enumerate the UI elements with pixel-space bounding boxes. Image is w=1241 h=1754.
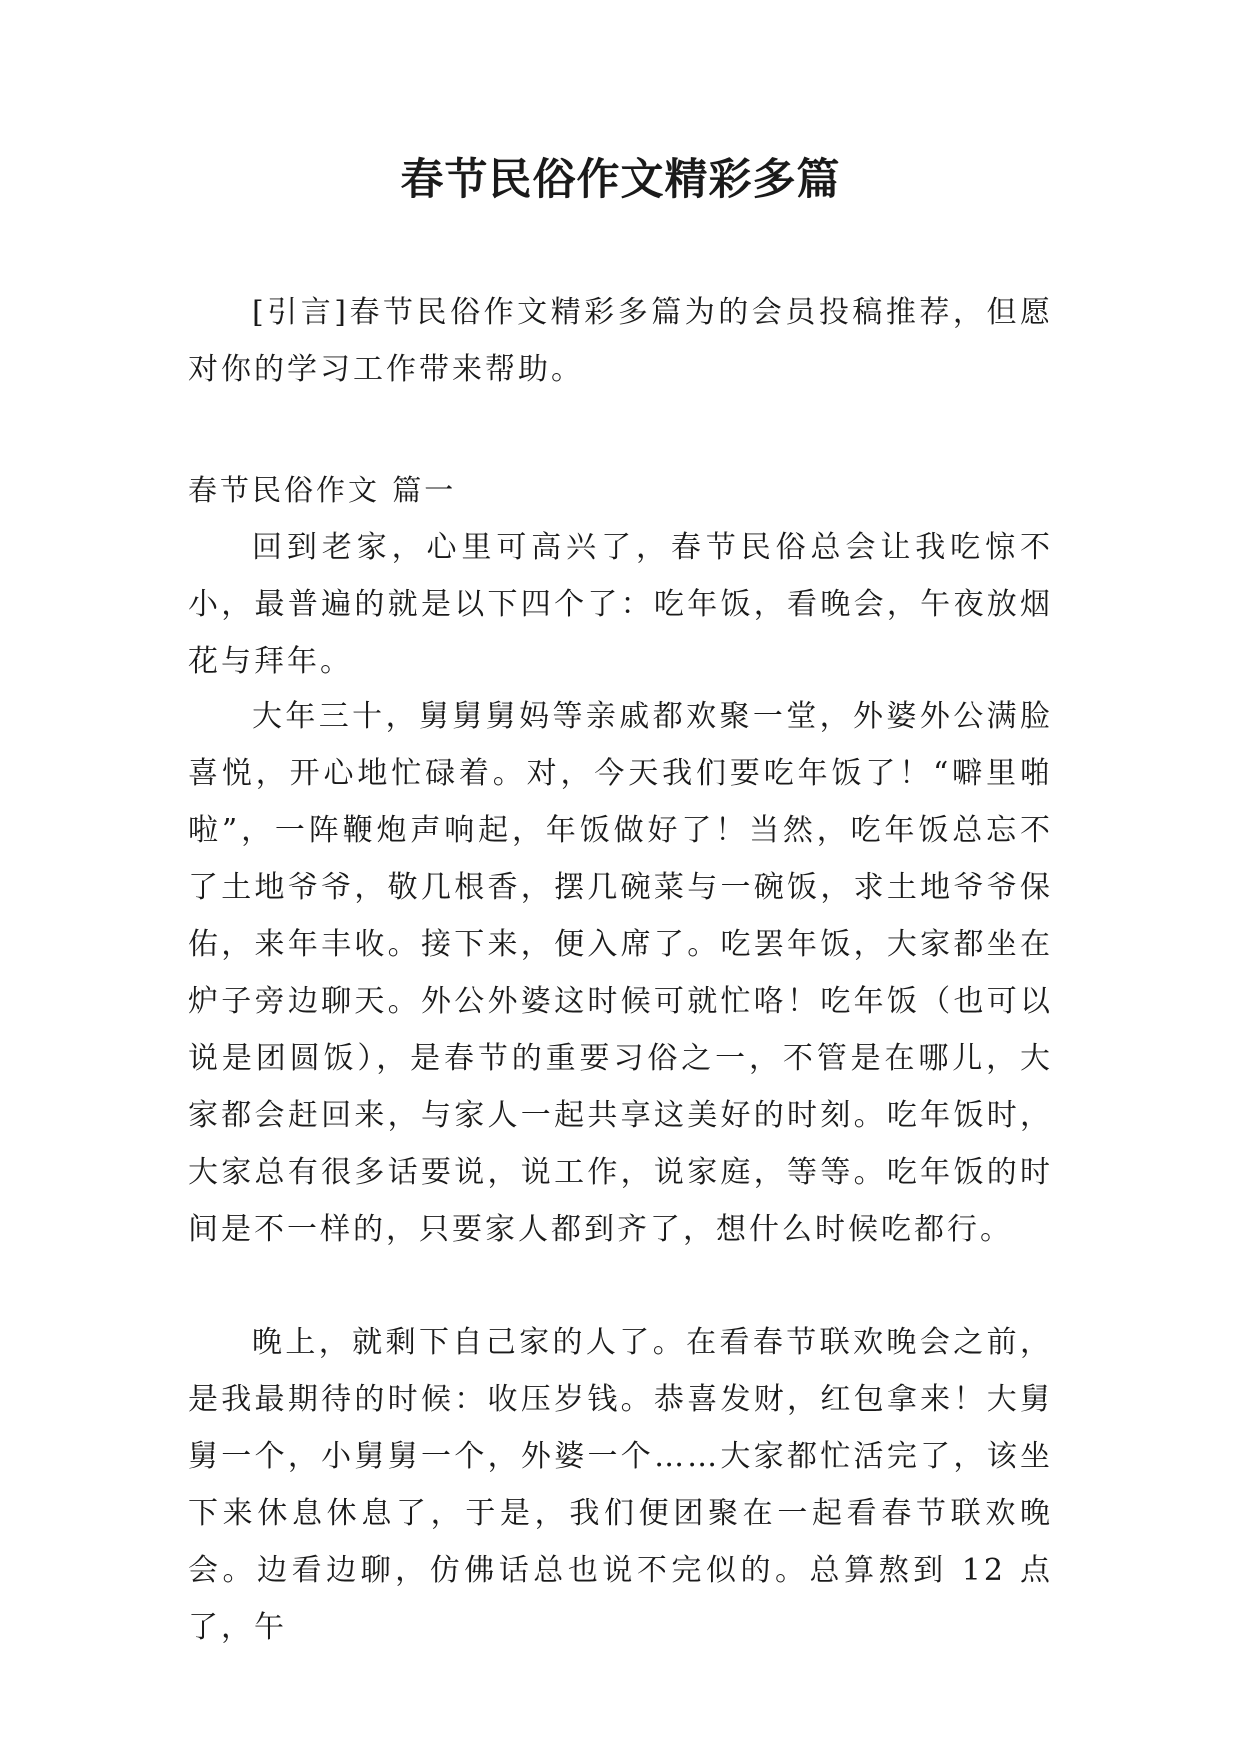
intro-paragraph: [引言]春节民俗作文精彩多篇为的会员投稿推荐，但愿对你的学习工作带来帮助。 bbox=[188, 295, 1053, 387]
body-paragraph: 大年三十，舅舅舅妈等亲戚都欢聚一堂，外婆外公满脸喜悦，开心地忙碌着。对，今天我们要吃年饭了！“噼里啪啦”，一阵鞭炮声响起，年饭做好了！当然，吃年饭总忘不了土地爷爷，敬几根香，摆几碗菜与一碗饭，求土地爷爷保佑，来年丰收。接下来，便入席了。吃罢年饭，大家都坐在炉子旁边聊天。外公外婆这时候可就忙咯！吃年饭（也可以说是团圆饭），是春节的重要习俗之一，不管是在哪儿，大家都会赶回来，与家人一起共享这美好的时刻。吃年饭时，大家总有很多话要说，说工作，说家庭，等等。吃年饭的时间是不一样的，只要家人都到齐了，想什么时候吃都行。 bbox=[188, 699, 1053, 1247]
document-title: 春节民俗作文精彩多篇 bbox=[400, 155, 841, 205]
body-paragraph: 晚上，就剩下自己家的人了。在看春节联欢晚会之前，是我最期待的时候：收压岁钱。恭喜发财，红包拿来！大舅舅一个，小舅舅一个，外婆一个……大家都忙活完了，该坐下来休息休息了，于是，我们便团聚在一起看春节联欢晚会。边看边聊，仿佛话总也说不完似的。总算熬到 12 点了，午 bbox=[188, 1325, 1053, 1645]
section-heading: 春节民俗作文 篇一 bbox=[188, 473, 457, 507]
body-paragraph: 回到老家，心里可高兴了，春节民俗总会让我吃惊不小，最普遍的就是以下四个了：吃年饭，看晚会，午夜放烟花与拜年。 bbox=[188, 530, 1053, 679]
